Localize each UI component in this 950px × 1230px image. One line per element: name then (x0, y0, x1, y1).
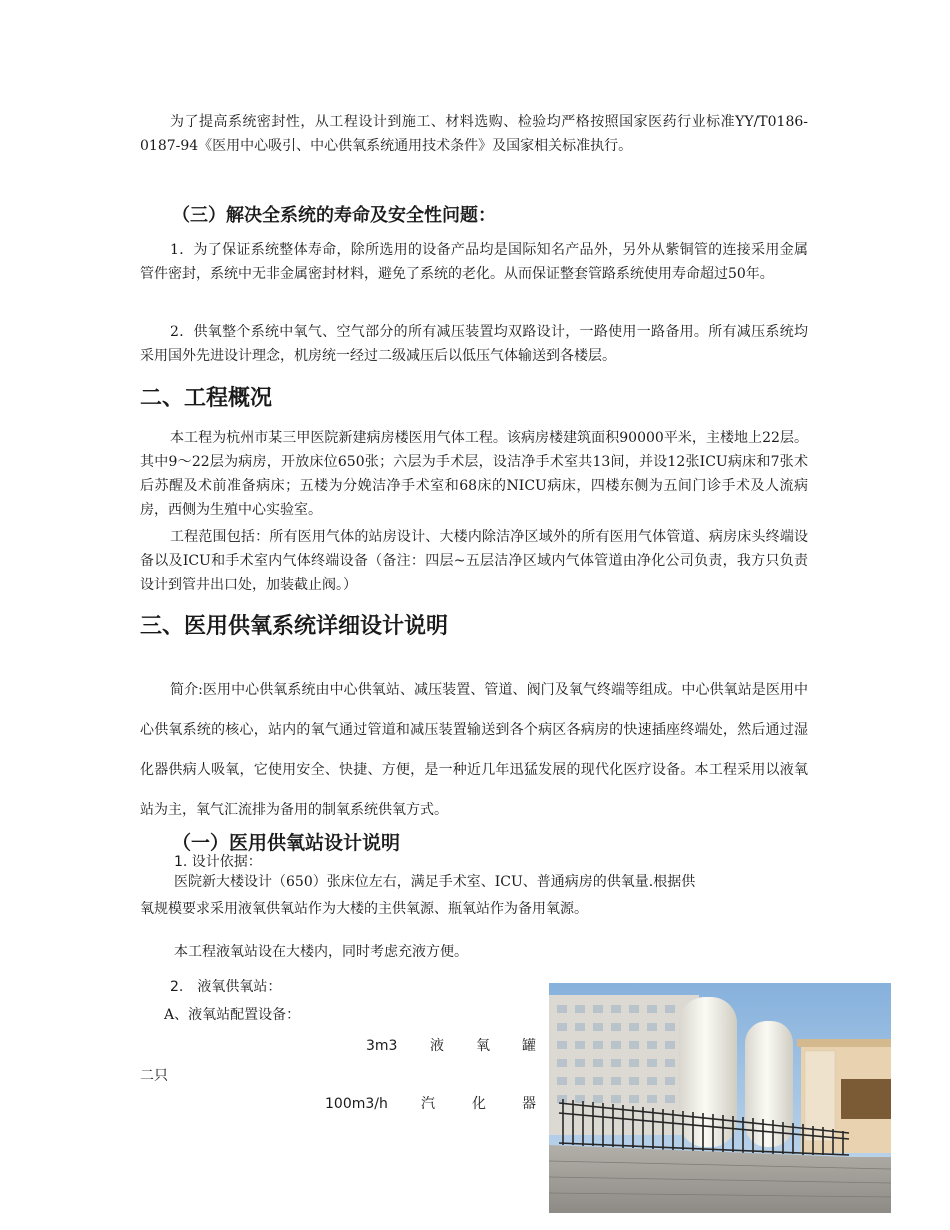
label-liquid-oxygen-station: 2. 液氧供氧站： (170, 979, 282, 995)
paragraph-design-basis-line2: 氧规模要求采用液氧供氧站作为大楼的主供氧源、瓶氧站作为备用氧源。 (140, 901, 588, 917)
heading-project-overview: 二、工程概况 (140, 386, 273, 411)
paragraph-oxygen-intro: 简介:医用中心供氧系统由中心供氧站、减压装置、管道、阀门及氧气终端等组成。中心供氧站是医用中心供氧系统的核心，站内的氧气通过管道和减压装置输送到各个病区各病房的快速插座终端处，然后通过湿化器供病人吸氧，它使用安全、快捷、方便，是一种近几年迅猛发展的现代化医疗设备。本工程采用以液氧站为主，氧气汇流排为备用的制氧系统供氧方式。 (140, 682, 808, 818)
label-design-basis: 1. 设计依据： (174, 854, 262, 870)
vaporizer-char-1: 汽 (421, 1096, 435, 1112)
liquid-oxygen-station-photo (549, 983, 891, 1213)
tank-capacity: 3m3 (366, 1038, 398, 1054)
vaporizer-char-3: 器 (522, 1096, 536, 1112)
paragraph-sealing-standard: 为了提高系统密封性，从工程设计到施工、材料选购、检验均严格按照国家医药行业标准YY/T0186-0187-94《医用中心吸引、中心供氧系统通用技术条件》及国家相关标准执行。 (140, 114, 808, 154)
subheading-lifespan-safety: （三）解决全系统的寿命及安全性问题： (172, 205, 496, 226)
vaporizer-capacity: 100m3/h (325, 1096, 388, 1112)
tank-char-2: 氧 (476, 1038, 490, 1054)
paragraph-project-description: 本工程为杭州市某三甲医院新建病房楼医用气体工程。该病房楼建筑面积90000平米，主楼地上22层。其中9～22层为病房，开放床位650张；六层为手术层，设洁净手术室共13间，并设12张ICU病床和7张术后苏醒及术前准备病床；五楼为分娩洁净手术室和68床的NICU病床，四楼东侧为五间门诊手术及人流病房，西侧为生殖中心实验室。 (140, 430, 808, 518)
tank-char-3: 罐 (522, 1038, 536, 1054)
paragraph-station-location: 本工程液氧站设在大楼内，同时考虑充液方便。 (174, 944, 468, 960)
paragraph-project-scope: 工程范围包括：所有医用气体的站房设计、大楼内除洁净区域外的所有医用气体管道、病房床头终端设备以及ICU和手术室内气体终端设备（备注：四层~五层洁净区域内气体管道由净化公司负责，我方只负责设计到管井出口处，加装截止阀。） (140, 529, 808, 593)
label-station-equipment: A、液氧站配置设备： (164, 1007, 301, 1023)
paragraph-lifespan-1: 1．为了保证系统整体寿命，除所选用的设备产品均是国际知名产品外，另外从紫铜管的连接采用金属管件密封，系统中无非金属密封材料，避免了系统的老化。从而保证整套管路系统使用寿命超过50年。 (140, 242, 808, 282)
paragraph-lifespan-2: 2．供氧整个系统中氧气、空气部分的所有减压装置均双路设计，一路使用一路备用。所有减压系统均采用国外先进设计理念，机房统一经过二级减压后以低压气体输送到各楼层。 (140, 324, 808, 364)
tank-count: 二只 (140, 1068, 168, 1084)
tank-char-1: 液 (430, 1038, 444, 1054)
heading-oxygen-system-design: 三、医用供氧系统详细设计说明 (140, 614, 449, 639)
station-photo-drawing (549, 983, 891, 1213)
subheading-oxygen-station: （一）医用供氧站设计说明 (172, 832, 401, 854)
paragraph-design-basis-line1: 医院新大楼设计（650）张床位左右，满足手术室、ICU、普通病房的供氧量.根据供 (174, 874, 696, 890)
vaporizer-char-2: 化 (472, 1096, 486, 1112)
